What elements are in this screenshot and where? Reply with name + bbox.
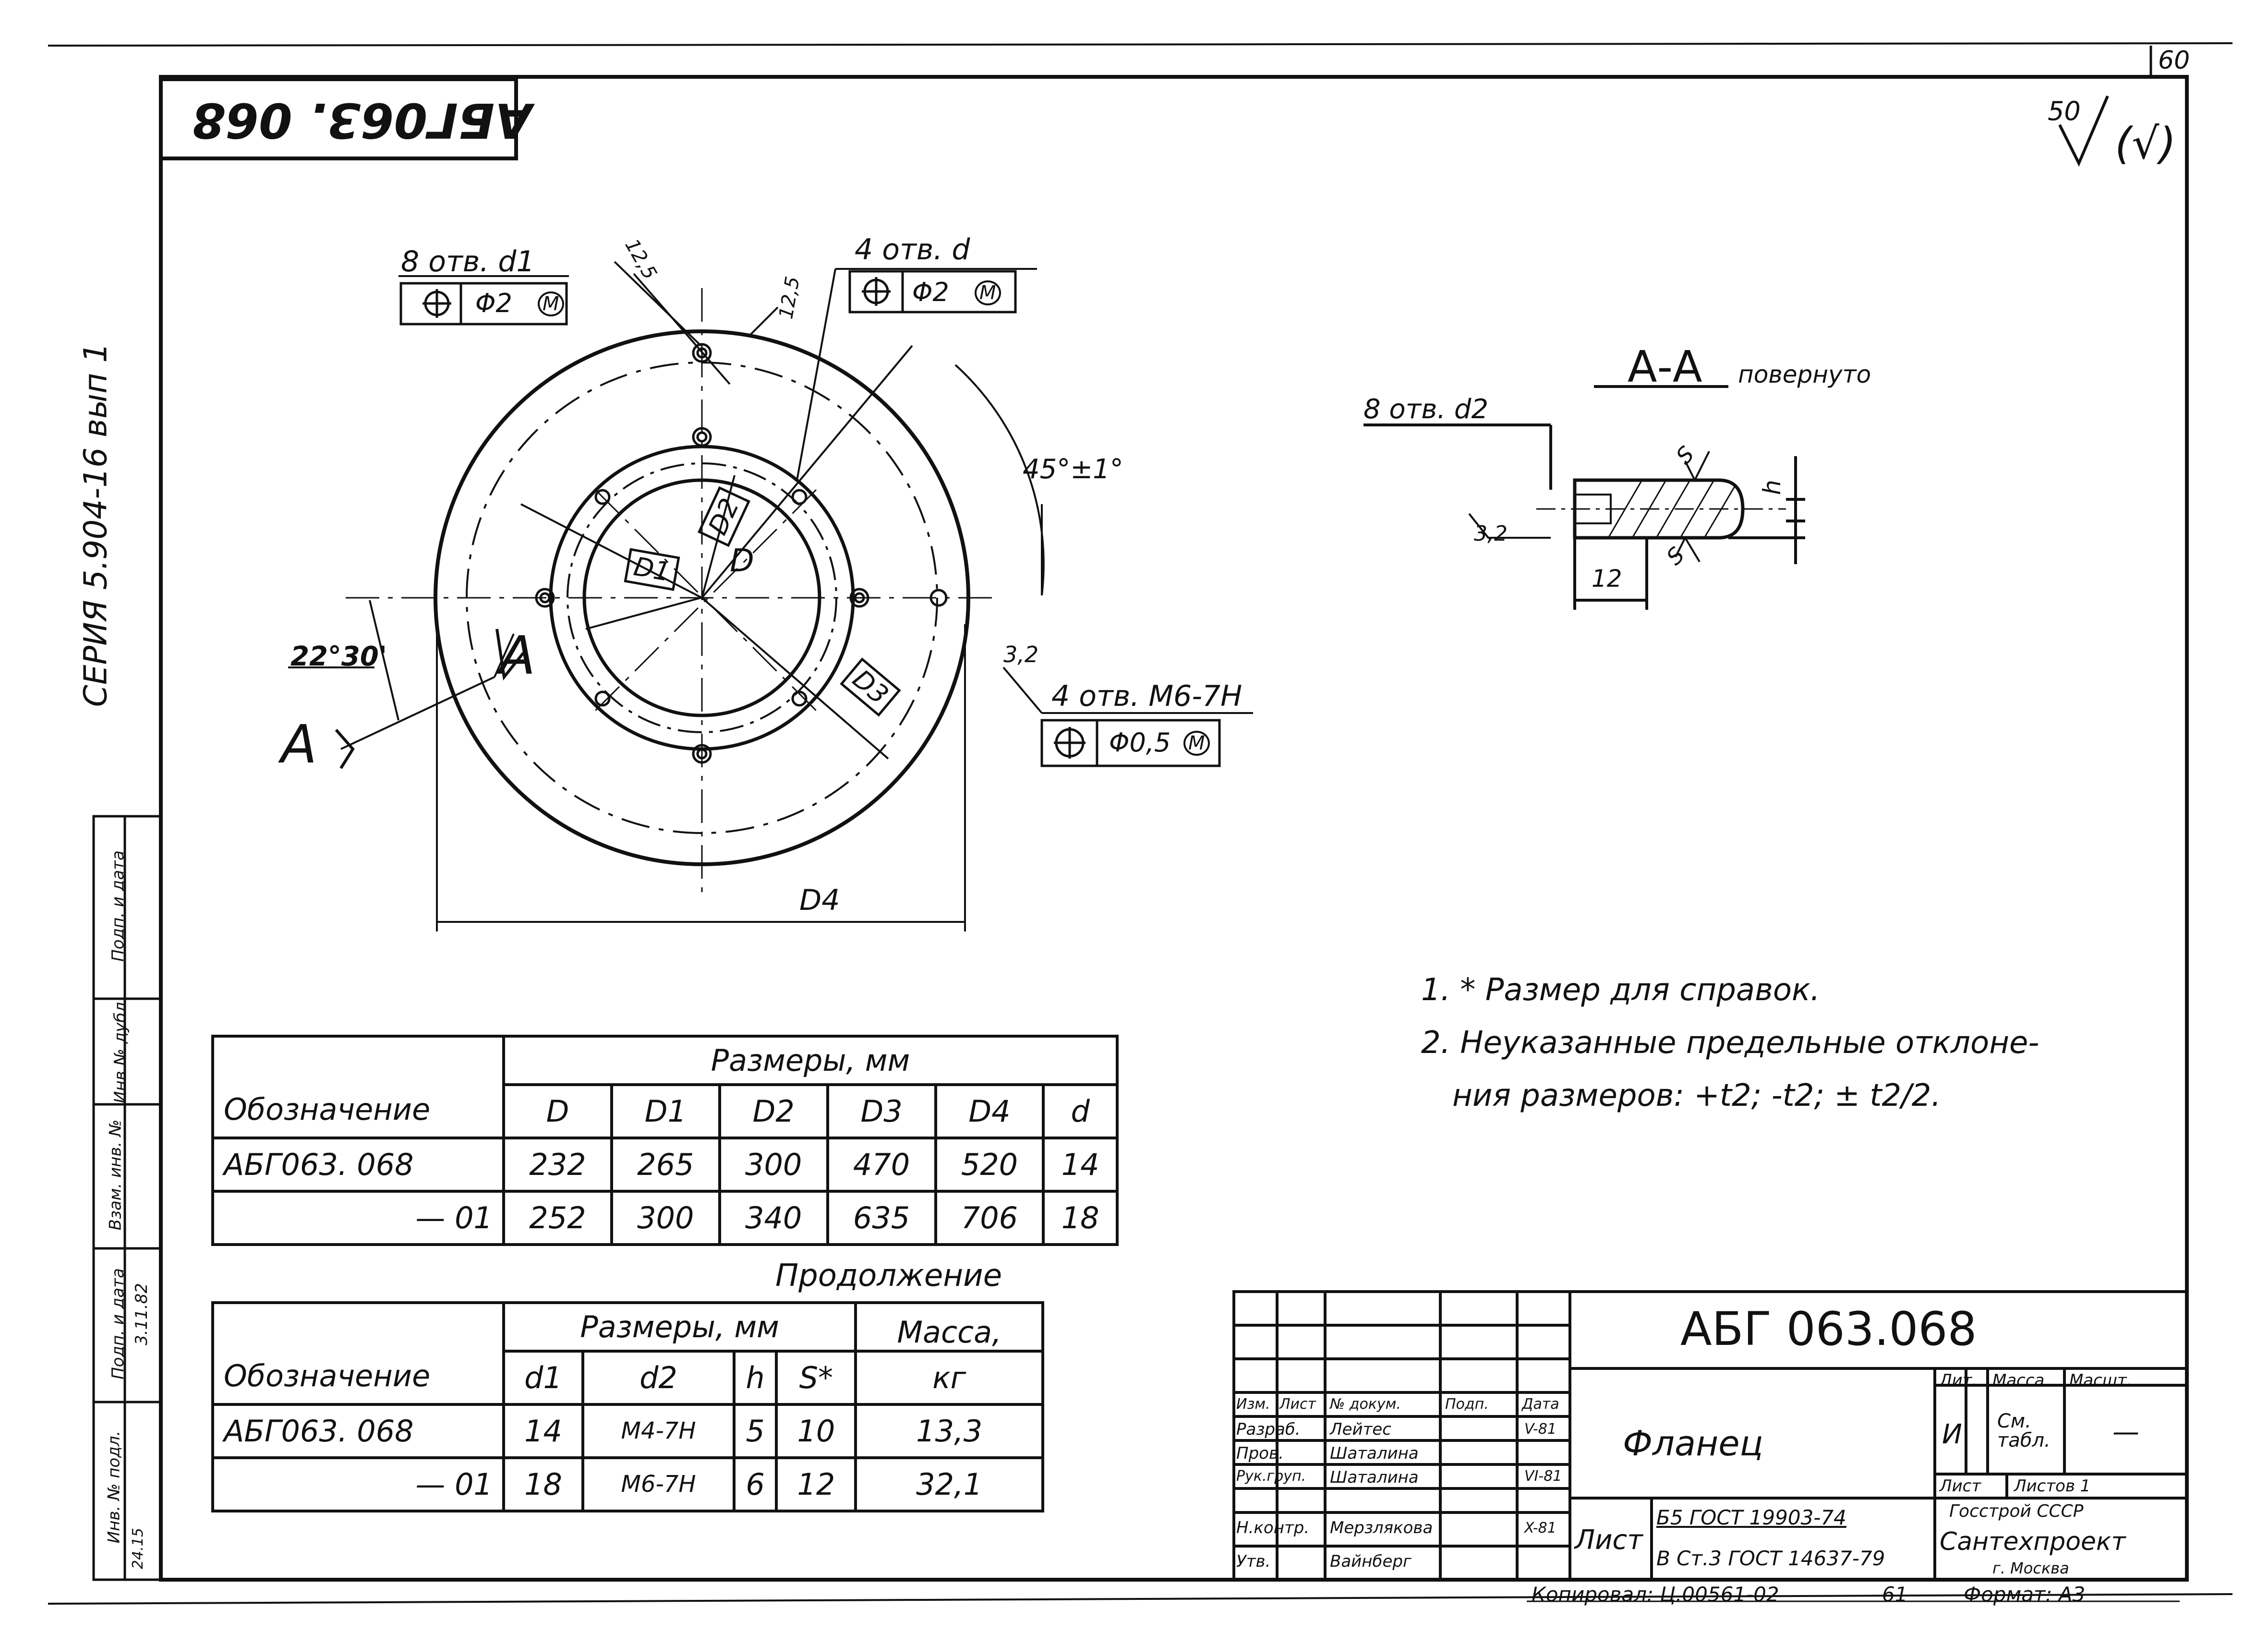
holes-d1-label: 8 отв. d1 [401, 245, 535, 278]
table-cell: 5 [734, 1404, 776, 1458]
section-mark-A-left: A [281, 714, 317, 775]
table2-designation-header: Обозначение [213, 1303, 504, 1404]
section-title-suffix: повернуто [1738, 361, 1871, 388]
side-stamp-inv: 24.15 [129, 1528, 146, 1569]
table2-row2-name: — 01 [213, 1458, 504, 1511]
tb-role-4: Н.контр. [1236, 1518, 1310, 1537]
table-row [213, 1404, 1043, 1458]
table-cell: 300 [720, 1138, 828, 1191]
table1-col-d: d [1043, 1085, 1117, 1138]
angle-22-30: 22°30' [290, 641, 387, 672]
table-cell: 706 [936, 1191, 1044, 1245]
tb-mass-value: См. табл. [1997, 1410, 2051, 1451]
tb-role-3: Рук.груп. [1236, 1468, 1306, 1485]
tb-h-date: Дата [1522, 1396, 1559, 1413]
table1-col-D: D [504, 1085, 612, 1138]
angle-45: 45°±1° [1023, 454, 1123, 485]
title-block-part-name: Фланец [1623, 1423, 1763, 1464]
roughness-12-5-b: 12,5 [775, 275, 804, 321]
table2-col-h: h [734, 1351, 776, 1404]
dimension-lines [288, 262, 1253, 931]
section-title: А-А [1628, 342, 1702, 392]
tb-h-doc: № докум. [1330, 1396, 1401, 1413]
table-cell: 14 [1043, 1138, 1117, 1191]
tb-h-sign: Подп. [1445, 1396, 1489, 1413]
tb-name-5: Вайнберг [1330, 1552, 1411, 1571]
table-cell: М6-7Н [583, 1458, 734, 1511]
tb-scale-label: Масшт. [2069, 1371, 2132, 1390]
m-symbol-3: M [1183, 731, 1210, 756]
table-cell: 232 [504, 1138, 612, 1191]
holes-m6-tol: Φ0,5 [1109, 727, 1171, 758]
table-cell: 252 [504, 1191, 612, 1245]
tb-org-2: Сантехпроект [1940, 1527, 2126, 1556]
tb-name-3: Шаталина [1330, 1468, 1419, 1487]
table-row [213, 1191, 1117, 1245]
table1-col-D3: D3 [828, 1085, 936, 1138]
holes-m6-label: 4 отв. М6-7Н [1051, 679, 1243, 713]
dimensions-table [211, 1035, 1119, 1246]
table2-col-kg: кг [856, 1351, 1043, 1404]
roughness-value: 50 [2048, 96, 2081, 126]
tb-scale-value: — [2112, 1416, 2139, 1448]
note-2: 2. Неуказанные предельные отклоне- [1421, 1025, 2039, 1061]
table2-col-s: S* [776, 1351, 856, 1404]
section-mark-A-right: A [499, 625, 536, 686]
section-roughness: 3,2 [1474, 521, 1508, 546]
holes-d1-tol: Φ2 [475, 288, 512, 318]
footer-format: Формат: А3 [1964, 1583, 2086, 1606]
table-row [213, 1458, 1043, 1511]
table-cell: 6 [734, 1458, 776, 1511]
table-cell: 470 [828, 1138, 936, 1191]
tb-material-2: В Ст.3 ГОСТ 14637-79 [1656, 1547, 1885, 1570]
tb-sheets-label: Листов 1 [2014, 1476, 2091, 1496]
holes-d-tol: Φ2 [912, 277, 949, 307]
tb-mass-label: Масса [1992, 1371, 2045, 1390]
dim-D4-label: D4 [799, 883, 840, 917]
tb-h-izm: Изм. [1236, 1396, 1270, 1413]
table-cell: 300 [612, 1191, 720, 1245]
tb-name-1: Лейтес [1330, 1420, 1391, 1439]
sheet-number: 60 [2158, 46, 2190, 75]
table-cell: 340 [720, 1191, 828, 1245]
roughness-paren: (√) [2115, 119, 2176, 169]
section-s-top: S [1671, 441, 1700, 470]
table1-col-D1: D1 [612, 1085, 720, 1138]
table-cell: 18 [1043, 1191, 1117, 1245]
series-vertical-label: СЕРИЯ 5.904-16 вып 1 [77, 342, 114, 707]
section-dim-12: 12 [1592, 565, 1622, 593]
table2-col-d2: d2 [583, 1351, 734, 1404]
m-symbol-2: M [975, 280, 1001, 305]
side-stamp-h4: Подп. и дата [108, 1268, 128, 1379]
tb-h-list: Лист [1279, 1396, 1316, 1413]
tb-org-3: г. Москва [1992, 1559, 2069, 1577]
mirrored-drawing-code: АБГ063. 068 [192, 92, 532, 148]
tb-date-1: V-81 [1524, 1421, 1556, 1438]
title-block-code: АБГ 063.068 [1680, 1302, 1977, 1356]
dim-D3-label: D3 [840, 657, 901, 716]
trim-line-top [48, 43, 2232, 46]
table-cell: М4-7Н [583, 1404, 734, 1458]
dim-D1-label: D1 [624, 548, 680, 591]
table-cell: 18 [504, 1458, 583, 1511]
tb-sheet-label: Лист [1940, 1476, 1981, 1496]
table1-group-header: Размеры, мм [504, 1036, 1117, 1085]
tb-role-2: Пров. [1236, 1444, 1284, 1463]
flange-view [288, 262, 1253, 931]
m-symbol-1: M [538, 291, 564, 316]
table2-group-header: Размеры, мм [504, 1303, 856, 1351]
section-s-bottom: S [1661, 542, 1690, 570]
side-stamp-h2: Инв.№ дубл. [110, 997, 130, 1103]
dimensions-table-continued [211, 1301, 1044, 1512]
tb-org-1: Госстрой СССР [1949, 1501, 2084, 1521]
section-dim-h: h [1758, 480, 1786, 495]
table2-mass-header: Масса, [856, 1303, 1043, 1351]
tb-date-2: VI-81 [1524, 1468, 1562, 1485]
section-arrow-A-lower [336, 730, 353, 768]
tb-material-1: Б5 ГОСТ 19903-74 [1656, 1506, 1846, 1529]
roughness-12-5-a: 12,5 [620, 235, 661, 284]
tb-date-4: X-81 [1524, 1520, 1556, 1536]
table-cell: 14 [504, 1404, 583, 1458]
table-cell: 520 [936, 1138, 1044, 1191]
continuation-label: Продолжение [775, 1258, 1002, 1294]
table2-col-d1: d1 [504, 1351, 583, 1404]
section-holes-d2: 8 отв. d2 [1363, 394, 1489, 425]
footer-copied-num: 61 [1882, 1583, 1908, 1606]
table-cell: 10 [776, 1404, 856, 1458]
dim-D-label: D [730, 542, 754, 579]
side-stamp-h3: Взам. инв. № [106, 1119, 125, 1231]
table-cell: 635 [828, 1191, 936, 1245]
tb-material-label: Лист [1575, 1524, 1643, 1556]
table-cell: 13,3 [856, 1404, 1043, 1458]
tb-lit-label: Лит. [1940, 1371, 1978, 1390]
table-row [213, 1138, 1117, 1191]
tb-name-2: Шаталина [1330, 1444, 1419, 1463]
table1-col-D4: D4 [936, 1085, 1044, 1138]
side-stamp-date: 3.11.82 [132, 1283, 151, 1345]
table2-row1-name: АБГ063. 068 [213, 1404, 504, 1458]
tb-lit-value: И [1942, 1419, 1962, 1450]
footer-copied: Копировал: Ц.00561-02 [1532, 1583, 1779, 1606]
table-cell: 32,1 [856, 1458, 1043, 1511]
note-1: 1. * Размер для справок. [1421, 972, 1820, 1008]
table1-row2-name: — 01 [213, 1191, 504, 1245]
side-stamp-h1: Подп. и дата [108, 850, 128, 962]
roughness-3-2: 3,2 [1003, 641, 1039, 667]
table1-col-D2: D2 [720, 1085, 828, 1138]
side-stamp-h5: Инв. № подл. [104, 1430, 124, 1544]
tb-name-4: Мерзлякова [1330, 1518, 1433, 1537]
table-cell: 265 [612, 1138, 720, 1191]
dim-D2-label: D2 [698, 486, 750, 547]
table1-row1-name: АБГ063. 068 [213, 1138, 504, 1191]
holes-d-label: 4 отв. d [855, 233, 970, 266]
table1-designation-header: Обозначение [213, 1036, 504, 1138]
note-3: ния размеров: +t2; -t2; ± t2/2. [1452, 1078, 1941, 1113]
tb-role-1: Разраб. [1236, 1420, 1301, 1439]
table-cell: 12 [776, 1458, 856, 1511]
tb-role-5: Утв. [1236, 1552, 1271, 1571]
